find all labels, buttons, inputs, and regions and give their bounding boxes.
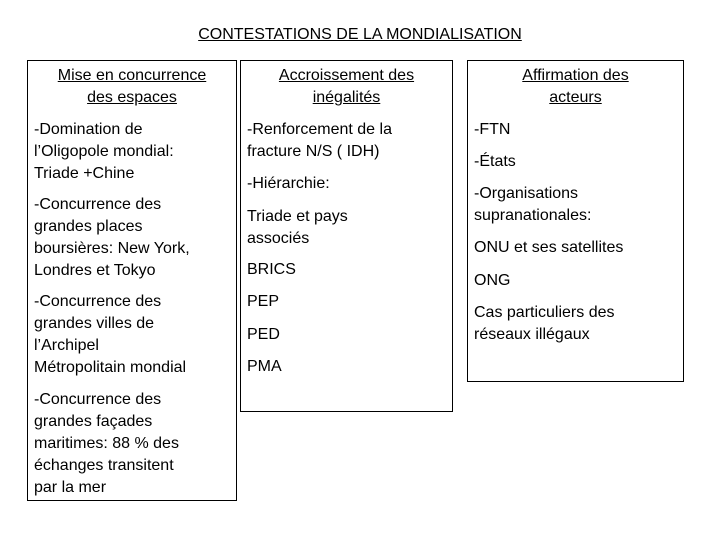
list-item: ONU et ses satellites: [474, 239, 624, 256]
list-item: Cas particuliers des réseaux illégaux: [474, 304, 615, 343]
list-item: -Concurrence des grandes places boursières: New York, Londres et Tokyo: [34, 196, 190, 279]
list-item: PED: [247, 326, 280, 343]
column-mise-en-concurrence: [27, 60, 237, 501]
list-item: Triade et pays associés: [247, 208, 348, 247]
column-accroissement-inegalites: [240, 60, 453, 412]
list-item: PMA: [247, 358, 282, 375]
list-item: BRICS: [247, 261, 296, 278]
list-item: -Renforcement de la fracture N/S ( IDH): [247, 121, 392, 160]
page-title: CONTESTATIONS DE LA MONDIALISATION: [198, 26, 522, 43]
list-item: -Concurrence des grandes villes de l’Archipel Métropolitain mondial: [34, 293, 187, 376]
column-affirmation-acteurs: [467, 60, 684, 382]
column-header: Accroissement des inégalités: [278, 67, 415, 106]
list-item: -Hiérarchie:: [247, 175, 330, 192]
list-item: ONG: [474, 272, 511, 289]
list-item: -Organisations supranationales:: [474, 185, 592, 224]
list-item: -Concurrence des grandes façades maritimes: 88 % des échanges transitent par la mer: [34, 391, 179, 496]
list-item: -États: [474, 153, 516, 170]
list-item: -FTN: [474, 121, 511, 138]
list-item: PEP: [247, 293, 280, 310]
column-header: Affirmation des acteurs: [522, 67, 629, 106]
list-item: -Domination de l’Oligopole mondial: Triade +Chine: [34, 121, 174, 182]
column-header: Mise en concurrence des espaces: [57, 67, 207, 106]
